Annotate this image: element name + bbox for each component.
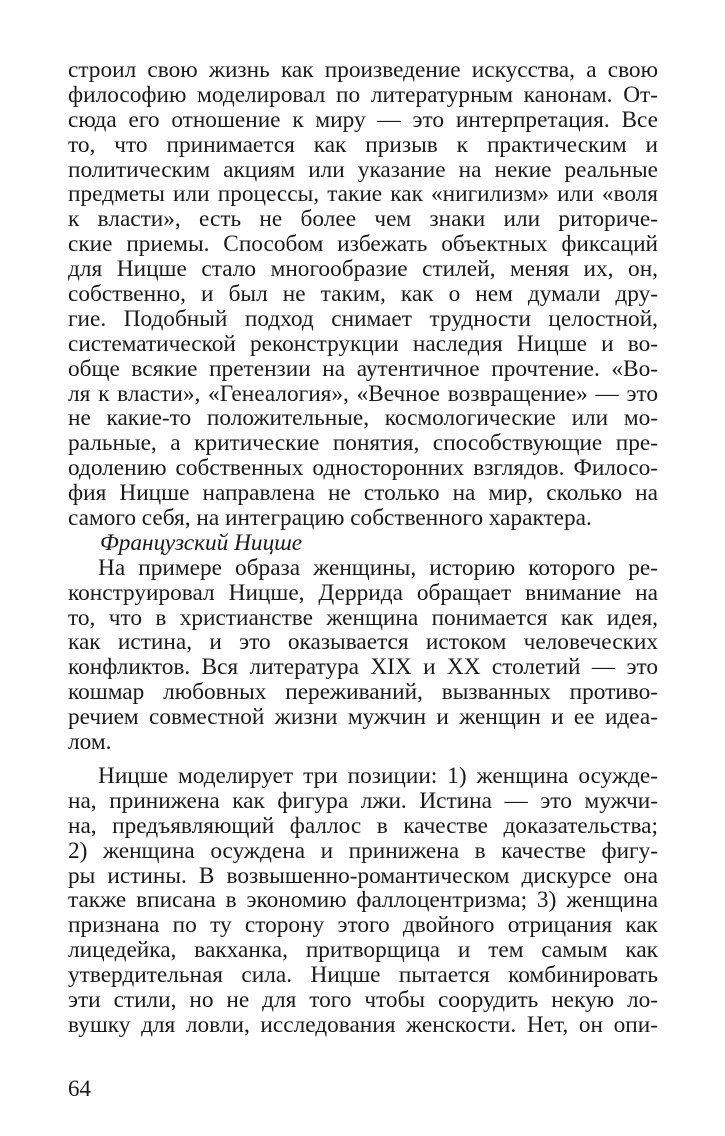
text-line: признана по ту сторону этого двойного отрицания как <box>68 912 658 939</box>
text-line: лицедейка, вакханка, притворщица и тем самым как <box>68 937 658 964</box>
text-line: обще всякие претензии на аутентичное прочтение. «Во- <box>68 355 658 382</box>
page-number: 64 <box>68 1076 91 1101</box>
text-line: предметы или процессы, такие как «нигилизм» или «воля <box>68 181 658 208</box>
text-line: ральные, а критические понятия, способствующие пре- <box>68 430 658 457</box>
text-line: собственно, и был не таким, как о нем думали дру- <box>68 281 658 308</box>
text-line: конструировал Ницше, Деррида обращает внимание на <box>68 579 658 606</box>
text-line: политическим акциям или указание на некие реальные <box>68 156 658 183</box>
text-line: вушку для ловли, исследования женскости. Нет, он опи- <box>68 1011 658 1038</box>
text-line: конфликтов. Вся литература XIX и XX столетий — это <box>68 654 658 681</box>
text-line: кошмар любовных переживаний, вызванных противо- <box>68 679 658 706</box>
text-line: Ницше моделирует три позиции: 1) женщина осужде- <box>98 762 658 789</box>
text-line: то, что принимается как призыв к практическим и <box>68 131 658 158</box>
page-body <box>68 58 658 1038</box>
text-line: систематической реконструкции наследия Ницше и во- <box>68 330 658 357</box>
text-line: к власти», есть не более чем знаки или риториче- <box>68 206 658 233</box>
text-line: фия Ницше направлена не столько на мир, сколько на <box>68 480 658 507</box>
text-line: на, принижена как фигура лжи. Истина — это мужчи- <box>68 787 658 814</box>
text-line: На примере образа женщины, историю которого ре- <box>98 554 658 581</box>
text-line: утвердительная сила. Ницше пытается комбинировать <box>68 962 658 989</box>
text-line: то, что в христианстве женщина понимается как идея, <box>68 604 658 631</box>
text-line: 2) женщина осуждена и принижена в качестве фигу- <box>68 837 658 864</box>
paragraph-3 <box>68 764 658 1038</box>
text-line: одолению собственных односторонних взглядов. Филосо- <box>68 455 658 482</box>
text-line: философию моделировал по литературным канонам. От- <box>68 81 658 108</box>
text-line: строил свою жизнь как произведение искусства, а свою <box>68 57 658 83</box>
text-line: ля к власти», «Генеалогия», «Вечное возвращение» — это <box>68 380 658 407</box>
text-line: сюда его отношение к миру — это интерпретация. Все <box>68 106 658 133</box>
text-line: лом. <box>68 729 112 756</box>
text-line: как истина, и это оказывается истоком человеческих <box>68 629 658 656</box>
text-line: также вписана в экономию фаллоцентризма; 3) женщина <box>68 887 658 914</box>
text-line: ские приемы. Способом избежать объектных фиксаций <box>68 231 658 258</box>
text-line: на, предъявляющий фаллос в качестве доказательства; <box>68 812 658 839</box>
text-line: ры истины. В возвышенно-романтическом дискурсе она <box>68 862 658 889</box>
section-heading: Французский Ницше <box>100 529 303 556</box>
text-line: самого себя, на интеграцию собственного характера. <box>68 505 592 532</box>
text-line: речием совместной жизни мужчин и женщин и ее идеа- <box>68 704 658 731</box>
text-line: гие. Подобный подход снимает трудности целостной, <box>68 305 658 332</box>
paragraph-1 <box>68 58 658 531</box>
paragraph-2 <box>68 556 658 755</box>
text-line: не какие-то положительные, космологические или мо- <box>68 405 658 432</box>
text-line: для Ницше стало многообразие стилей, меняя их, он, <box>68 256 658 283</box>
text-line: эти стили, но не для того чтобы соорудить некую ло- <box>68 986 658 1013</box>
